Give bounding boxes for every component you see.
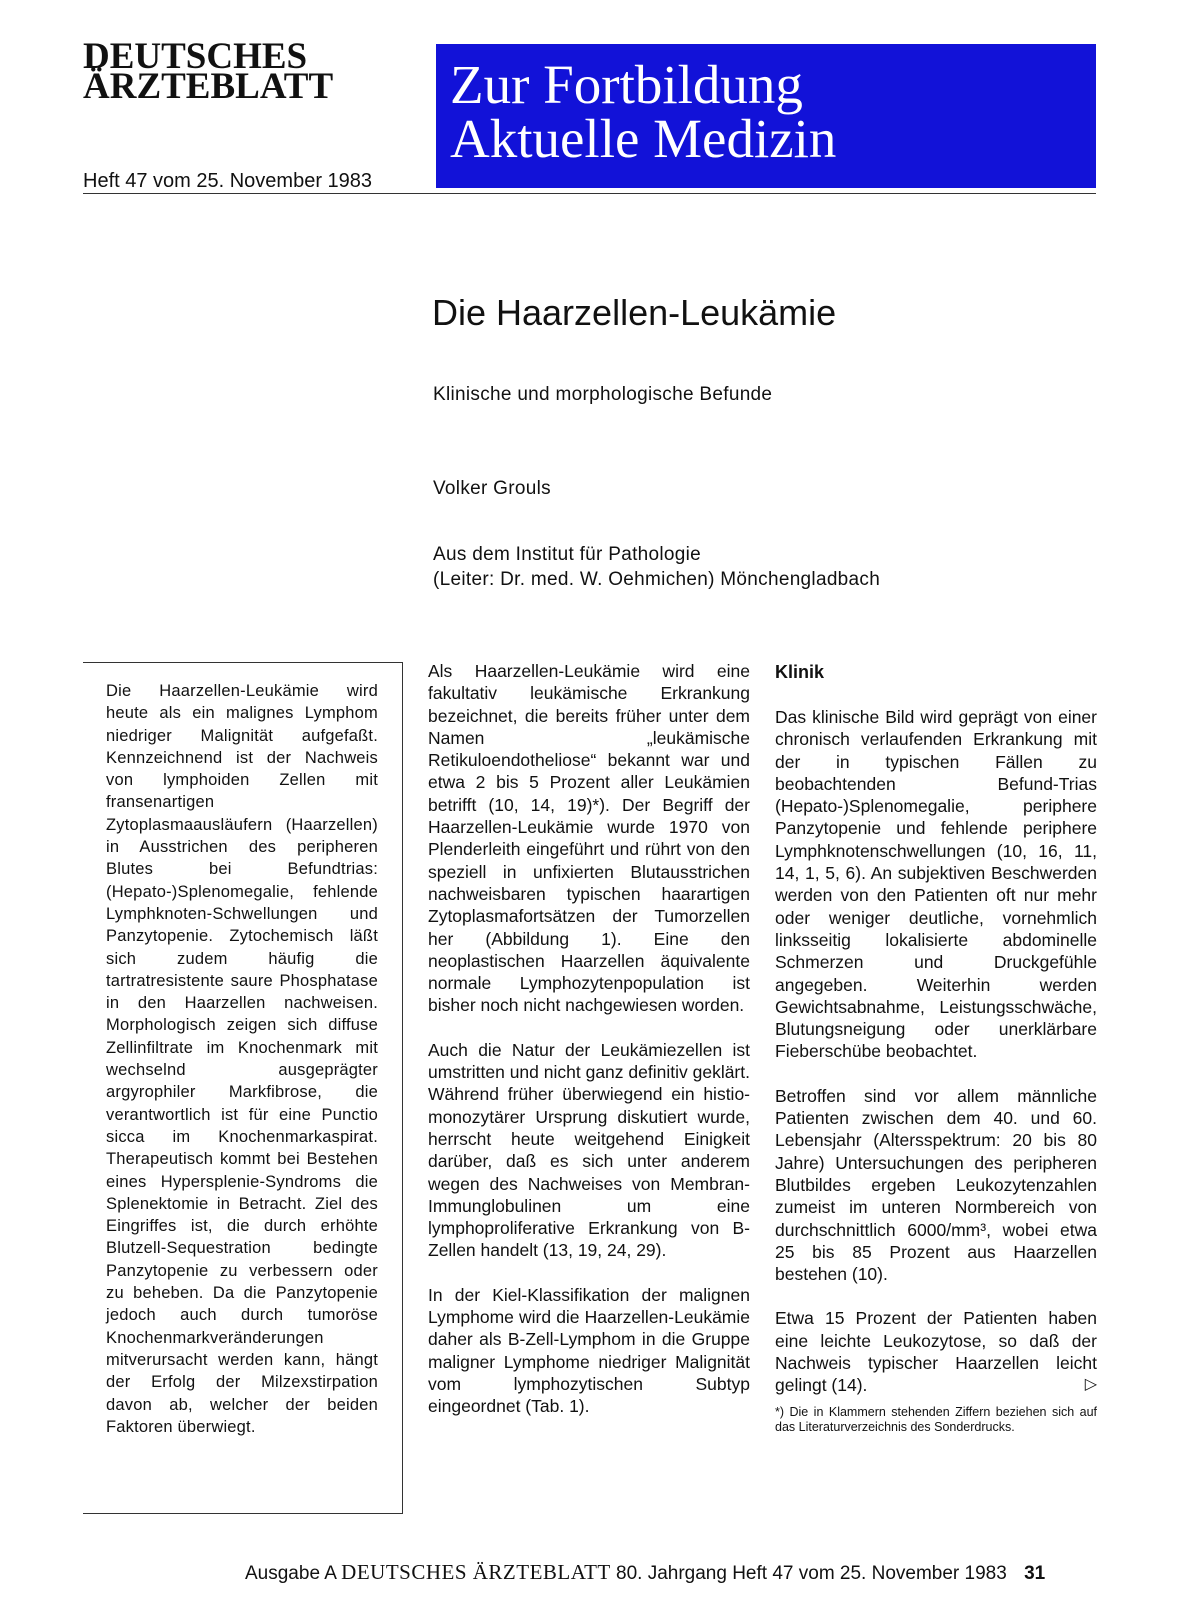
section-heading: Klinik xyxy=(775,662,825,682)
banner-line2: Aktuelle Medizin xyxy=(450,108,837,169)
banner-line1: Zur Fortbildung xyxy=(450,54,803,115)
body-paragraph: Als Haarzellen-Leukämie wird eine fakultativ leukämische Erkrankung bezeichnet, die bereits früher unter dem Namen „leukämische Retikuloendotheliose“ bekannt war und etwa 2 bis 5 Prozent aller Leukämien betrifft (10, 14, 19)*). Der Begriff der Haarzellen-Leukämie wurde 1970 von Plenderleith eingeführt und rührt von den speziell in unfixierten Blutausstrichen nachweisbaren typischen haarartigen Zytoplasmafortsätzen der Tumorzellen her (Abbildung 1). Eine den neoplastischen Haarzellen äquivalente normale Lymphozytenpopulation ist bisher noch nicht nachgewiesen worden. xyxy=(428,661,750,1016)
masthead-line1: DEUTSCHES xyxy=(83,36,308,77)
body-column-3 xyxy=(775,660,1097,1435)
issue-line: Heft 47 vom 25. November 1983 xyxy=(83,170,373,192)
section-banner xyxy=(436,44,1096,188)
article-affiliation xyxy=(433,542,880,592)
masthead-line2: ÄRZTEBLATT xyxy=(83,66,334,107)
body-paragraph: Das klinische Bild wird geprägt von einer chronisch verlaufenden Erkrankung mit der in typischen Fällen zu beobachtenden Befund-Trias (Hepato-)Splenomegalie, periphere Panzytopenie und fehlende periphere Lymphknotenschwellungen (10, 16, 11, 14, 1, 5, 6). An subjektiven Beschwerden werden von den Patienten oft nur mehr oder weniger deutliche, vornehmlich linksseitig lokalisierte abdominelle Schmerzen und Druckgefühle angegeben. Weiterhin werden Gewichtsabnahme, Leistungsschwäche, Blutungsneigung oder unerklärbare Fieberschübe beobachtet. xyxy=(775,707,1097,1062)
footer-volume: 80. Jahrgang Heft 47 vom 25. November 1983 xyxy=(616,1563,1007,1584)
footer-magazine: DEUTSCHES ÄRZTEBLATT xyxy=(341,1560,611,1584)
body-paragraph xyxy=(775,1307,1097,1396)
affiliation-line2: (Leiter: Dr. med. W. Oehmichen) Mönchengladbach xyxy=(433,569,881,590)
body-paragraph: Betroffen sind vor allem männliche Patienten zwischen dem 40. und 60. Lebensjahr (Altersspektrum: 20 bis 80 Jahre) Untersuchungen des peripheren Blutbildes ergeben Leukozytenzahlen zumeist im unteren Normbereich von durchschnittlich 6000/mm³, wobei etwa 25 bis 85 Prozent aus Haarzellen bestehen (10). xyxy=(775,1085,1097,1285)
body-paragraph: Auch die Natur der Leukämiezellen ist umstritten und nicht ganz definitiv geklärt. Während früher überwiegend ein histio-monozytärer Ursprung diskutiert wurde, herrscht heute weitgehend Einigkeit darüber, daß es sich unter anderem wegen des Nachweises von Membran-Immunglobulinen um eine lymphoproliferative Erkrankung von B-Zellen handelt (13, 19, 24, 29). xyxy=(428,1039,750,1261)
body-column-2 xyxy=(428,660,750,1440)
body-paragraph-text: Etwa 15 Prozent der Patienten haben eine leichte Leukozytose, so daß der Nachweis typischer Haarzellen leicht gelingt (14). xyxy=(775,1308,1097,1396)
footer-edition: Ausgabe A xyxy=(245,1563,336,1584)
affiliation-line1: Aus dem Institut für Pathologie xyxy=(433,544,702,565)
abstract-text: Die Haarzellen-Leukämie wird heute als ein malignes Lymphom niedriger Malignität aufgefaßt. Kennzeichnend ist der Nachweis von lymphoiden Zellen mit fransenartigen Zytoplasmaausläufern (Haarzellen) in Ausstrichen des peripheren Blutes bei Befundtrias: (Hepato-)Splenomegalie, fehlende Lymphknoten-Schwellungen und Panzytopenie. Zytochemisch läßt sich zudem häufig die tartratresistente saure Phosphatase in den Haarzellen nachweisen. Morphologisch zeigen sich diffuse Zellinfiltrate im Knochenmark mit wechselnd ausgeprägter argyrophiler Markfibrose, die verantwortlich ist für eine Punctio sicca im Knochenmarkaspirat. Therapeutisch kommt bei Bestehen eines Hypersplenie-Syndroms die Splenektomie in Betracht. Ziel des Eingriffes ist, die durch erhöhte Blutzell-Sequestration bedingte Panzytopenie zu verbessern oder zu beheben. Da die Panzytopenie jedoch auch durch tumoröse Knochenmarkveränderungen mitverursacht werden kann, hängt der Erfolg der Milzexstirpation davon ab, welcher der beiden Faktoren überwiegt. xyxy=(106,682,378,1436)
header-rule xyxy=(83,193,1096,194)
page-footer xyxy=(245,1560,1045,1585)
article-subtitle: Klinische und morphologische Befunde xyxy=(433,384,773,405)
continue-arrow-icon: ▷ xyxy=(1084,1376,1097,1394)
article-author: Volker Grouls xyxy=(433,478,551,499)
footnote: *) Die in Klammern stehenden Ziffern beziehen sich auf das Literaturverzeichnis des Sonderdrucks. xyxy=(775,1404,1097,1434)
article-title: Die Haarzellen-Leukämie xyxy=(432,292,837,333)
masthead-logo xyxy=(83,36,413,107)
body-paragraph: In der Kiel-Klassifikation der malignen Lymphome wird die Haarzellen-Leukämie daher als B-Zell-Lymphom in die Gruppe maligner Lymphome niedriger Malignität vom lymphozytischen Subtyp eingeordnet (Tab. 1). xyxy=(428,1284,750,1417)
page-number: 31 xyxy=(1024,1563,1046,1584)
